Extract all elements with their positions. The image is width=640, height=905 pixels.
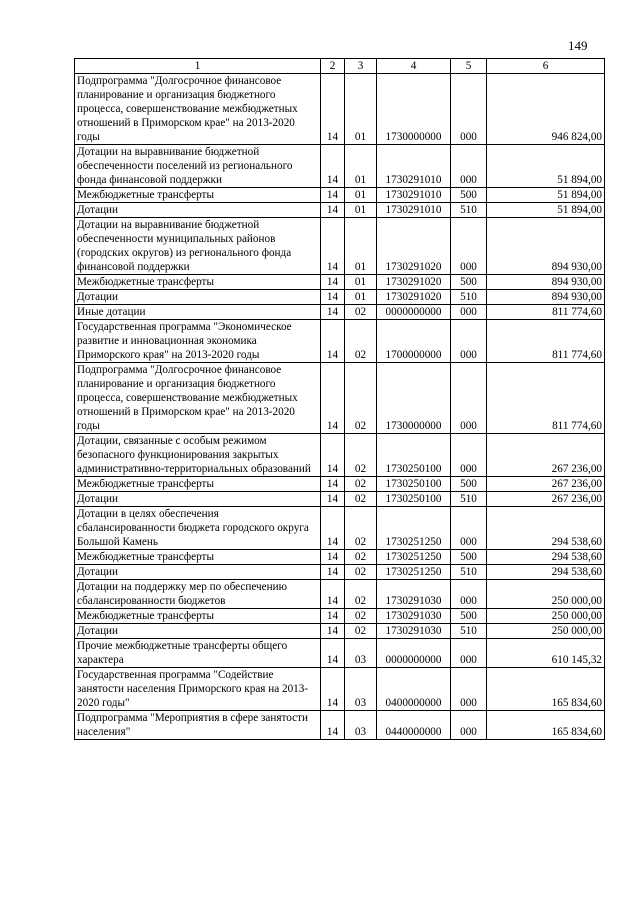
subsection-code-cell: 02 xyxy=(345,624,377,639)
table-row xyxy=(75,624,605,639)
target-item-cell: 1730251250 xyxy=(377,550,451,565)
amount-cell: 894 930,00 xyxy=(487,275,605,290)
page-number: 149 xyxy=(568,38,588,53)
subsection-code-cell: 02 xyxy=(345,477,377,492)
amount-cell: 811 774,60 xyxy=(487,363,605,434)
expense-type-cell: 000 xyxy=(451,434,487,477)
amount-cell: 811 774,60 xyxy=(487,320,605,363)
column-header: 3 xyxy=(345,59,377,74)
section-code-cell: 14 xyxy=(321,290,345,305)
table-row xyxy=(75,711,605,740)
target-item-cell: 1730291020 xyxy=(377,290,451,305)
subsection-code-cell: 02 xyxy=(345,363,377,434)
amount-cell: 250 000,00 xyxy=(487,580,605,609)
table-row xyxy=(75,565,605,580)
amount-cell: 610 145,32 xyxy=(487,639,605,668)
target-item-cell: 1730251250 xyxy=(377,565,451,580)
row-name-cell: Подпрограмма "Мероприятия в сфере занятости населения" xyxy=(75,711,321,740)
expense-type-cell: 510 xyxy=(451,203,487,218)
target-item-cell: 1730250100 xyxy=(377,477,451,492)
expense-type-cell: 510 xyxy=(451,624,487,639)
table-row xyxy=(75,639,605,668)
column-header: 5 xyxy=(451,59,487,74)
amount-cell: 250 000,00 xyxy=(487,609,605,624)
table-row xyxy=(75,290,605,305)
row-name-cell: Государственная программа "Содействие занятости населения Приморского края на 2013-2020 годы" xyxy=(75,668,321,711)
target-item-cell: 1730291020 xyxy=(377,218,451,275)
row-name-cell: Подпрограмма "Долгосрочное финансовое планирование и организация бюджетного процесса, совершенствование межбюджетных отношений в Приморском крае" на 2013-2020 годы xyxy=(75,363,321,434)
row-name-cell: Дотации xyxy=(75,492,321,507)
row-name-cell: Дотации на выравнивание бюджетной обеспеченности поселений из регионального фонда финансовой поддержки xyxy=(75,145,321,188)
amount-cell: 51 894,00 xyxy=(487,188,605,203)
subsection-code-cell: 02 xyxy=(345,550,377,565)
amount-cell: 294 538,60 xyxy=(487,507,605,550)
expense-type-cell: 000 xyxy=(451,668,487,711)
target-item-cell: 0400000000 xyxy=(377,668,451,711)
amount-cell: 51 894,00 xyxy=(487,203,605,218)
target-item-cell: 0000000000 xyxy=(377,305,451,320)
table-row xyxy=(75,188,605,203)
subsection-code-cell: 02 xyxy=(345,434,377,477)
expense-type-cell: 000 xyxy=(451,363,487,434)
subsection-code-cell: 01 xyxy=(345,275,377,290)
row-name-cell: Межбюджетные трансферты xyxy=(75,275,321,290)
target-item-cell: 1730000000 xyxy=(377,74,451,145)
subsection-code-cell: 01 xyxy=(345,203,377,218)
table-row xyxy=(75,668,605,711)
row-name-cell: Межбюджетные трансферты xyxy=(75,477,321,492)
target-item-cell: 1730291010 xyxy=(377,188,451,203)
target-item-cell: 1730291030 xyxy=(377,609,451,624)
section-code-cell: 14 xyxy=(321,492,345,507)
amount-cell: 811 774,60 xyxy=(487,305,605,320)
target-item-cell: 1730291030 xyxy=(377,624,451,639)
section-code-cell: 14 xyxy=(321,565,345,580)
row-name-cell: Межбюджетные трансферты xyxy=(75,609,321,624)
target-item-cell: 1730291010 xyxy=(377,145,451,188)
subsection-code-cell: 01 xyxy=(345,188,377,203)
section-code-cell: 14 xyxy=(321,74,345,145)
column-header: 4 xyxy=(377,59,451,74)
section-code-cell: 14 xyxy=(321,145,345,188)
table-row xyxy=(75,275,605,290)
amount-cell: 894 930,00 xyxy=(487,290,605,305)
section-code-cell: 14 xyxy=(321,203,345,218)
subsection-code-cell: 03 xyxy=(345,711,377,740)
row-name-cell: Дотации xyxy=(75,565,321,580)
table-header-row xyxy=(75,59,605,74)
section-code-cell: 14 xyxy=(321,320,345,363)
section-code-cell: 14 xyxy=(321,434,345,477)
amount-cell: 894 930,00 xyxy=(487,218,605,275)
expense-type-cell: 000 xyxy=(451,711,487,740)
table-row xyxy=(75,320,605,363)
row-name-cell: Государственная программа "Экономическое развитие и инновационная экономика Приморского края" на 2013-2020 годы xyxy=(75,320,321,363)
table-row xyxy=(75,145,605,188)
table-row xyxy=(75,305,605,320)
section-code-cell: 14 xyxy=(321,188,345,203)
section-code-cell: 14 xyxy=(321,668,345,711)
amount-cell: 165 834,60 xyxy=(487,711,605,740)
subsection-code-cell: 02 xyxy=(345,507,377,550)
column-header: 6 xyxy=(487,59,605,74)
section-code-cell: 14 xyxy=(321,624,345,639)
expense-type-cell: 510 xyxy=(451,565,487,580)
amount-cell: 294 538,60 xyxy=(487,565,605,580)
section-code-cell: 14 xyxy=(321,477,345,492)
target-item-cell: 1730250100 xyxy=(377,492,451,507)
expense-type-cell: 000 xyxy=(451,218,487,275)
subsection-code-cell: 02 xyxy=(345,492,377,507)
table-row xyxy=(75,580,605,609)
row-name-cell: Межбюджетные трансферты xyxy=(75,188,321,203)
subsection-code-cell: 01 xyxy=(345,145,377,188)
subsection-code-cell: 03 xyxy=(345,639,377,668)
target-item-cell: 1730291010 xyxy=(377,203,451,218)
row-name-cell: Дотации в целях обеспечения сбалансированности бюджета городского округа Большой Камень xyxy=(75,507,321,550)
expense-type-cell: 500 xyxy=(451,188,487,203)
row-name-cell: Дотации xyxy=(75,203,321,218)
expense-type-cell: 500 xyxy=(451,477,487,492)
subsection-code-cell: 02 xyxy=(345,320,377,363)
table-row xyxy=(75,550,605,565)
expense-type-cell: 510 xyxy=(451,290,487,305)
column-header: 1 xyxy=(75,59,321,74)
subsection-code-cell: 01 xyxy=(345,218,377,275)
table-row xyxy=(75,363,605,434)
row-name-cell: Иные дотации xyxy=(75,305,321,320)
expense-type-cell: 500 xyxy=(451,550,487,565)
amount-cell: 294 538,60 xyxy=(487,550,605,565)
target-item-cell: 0440000000 xyxy=(377,711,451,740)
table-row xyxy=(75,492,605,507)
table-row xyxy=(75,203,605,218)
section-code-cell: 14 xyxy=(321,275,345,290)
row-name-cell: Прочие межбюджетные трансферты общего характера xyxy=(75,639,321,668)
row-name-cell: Дотации xyxy=(75,624,321,639)
expense-type-cell: 000 xyxy=(451,639,487,668)
section-code-cell: 14 xyxy=(321,711,345,740)
table-row xyxy=(75,609,605,624)
target-item-cell: 1730291020 xyxy=(377,275,451,290)
row-name-cell: Межбюджетные трансферты xyxy=(75,550,321,565)
row-name-cell: Дотации на выравнивание бюджетной обеспеченности муниципальных районов (городских округов) из регионального фонда финансовой поддержки xyxy=(75,218,321,275)
target-item-cell: 1730250100 xyxy=(377,434,451,477)
subsection-code-cell: 02 xyxy=(345,565,377,580)
amount-cell: 267 236,00 xyxy=(487,492,605,507)
amount-cell: 946 824,00 xyxy=(487,74,605,145)
expense-type-cell: 000 xyxy=(451,320,487,363)
expense-type-cell: 000 xyxy=(451,74,487,145)
subsection-code-cell: 02 xyxy=(345,580,377,609)
table-row xyxy=(75,507,605,550)
section-code-cell: 14 xyxy=(321,507,345,550)
expense-type-cell: 000 xyxy=(451,507,487,550)
table-row xyxy=(75,218,605,275)
section-code-cell: 14 xyxy=(321,218,345,275)
expense-type-cell: 500 xyxy=(451,275,487,290)
row-name-cell: Дотации, связанные с особым режимом безопасного функционирования закрытых административно-территориальных образований xyxy=(75,434,321,477)
table-row xyxy=(75,477,605,492)
target-item-cell: 0000000000 xyxy=(377,639,451,668)
target-item-cell: 1730251250 xyxy=(377,507,451,550)
expense-type-cell: 000 xyxy=(451,305,487,320)
section-code-cell: 14 xyxy=(321,305,345,320)
column-header: 2 xyxy=(321,59,345,74)
target-item-cell: 1700000000 xyxy=(377,320,451,363)
subsection-code-cell: 03 xyxy=(345,668,377,711)
row-name-cell: Дотации xyxy=(75,290,321,305)
target-item-cell: 1730291030 xyxy=(377,580,451,609)
budget-table xyxy=(74,58,605,740)
amount-cell: 267 236,00 xyxy=(487,477,605,492)
subsection-code-cell: 01 xyxy=(345,74,377,145)
section-code-cell: 14 xyxy=(321,609,345,624)
expense-type-cell: 000 xyxy=(451,580,487,609)
table-row xyxy=(75,434,605,477)
section-code-cell: 14 xyxy=(321,550,345,565)
target-item-cell: 1730000000 xyxy=(377,363,451,434)
expense-type-cell: 500 xyxy=(451,609,487,624)
expense-type-cell: 510 xyxy=(451,492,487,507)
section-code-cell: 14 xyxy=(321,580,345,609)
table-row xyxy=(75,74,605,145)
section-code-cell: 14 xyxy=(321,363,345,434)
amount-cell: 165 834,60 xyxy=(487,668,605,711)
section-code-cell: 14 xyxy=(321,639,345,668)
subsection-code-cell: 01 xyxy=(345,290,377,305)
subsection-code-cell: 02 xyxy=(345,305,377,320)
amount-cell: 51 894,00 xyxy=(487,145,605,188)
amount-cell: 250 000,00 xyxy=(487,624,605,639)
expense-type-cell: 000 xyxy=(451,145,487,188)
row-name-cell: Подпрограмма "Долгосрочное финансовое планирование и организация бюджетного процесса, совершенствование межбюджетных отношений в Приморском крае" на 2013-2020 годы xyxy=(75,74,321,145)
subsection-code-cell: 02 xyxy=(345,609,377,624)
amount-cell: 267 236,00 xyxy=(487,434,605,477)
row-name-cell: Дотации на поддержку мер по обеспечению сбалансированности бюджетов xyxy=(75,580,321,609)
